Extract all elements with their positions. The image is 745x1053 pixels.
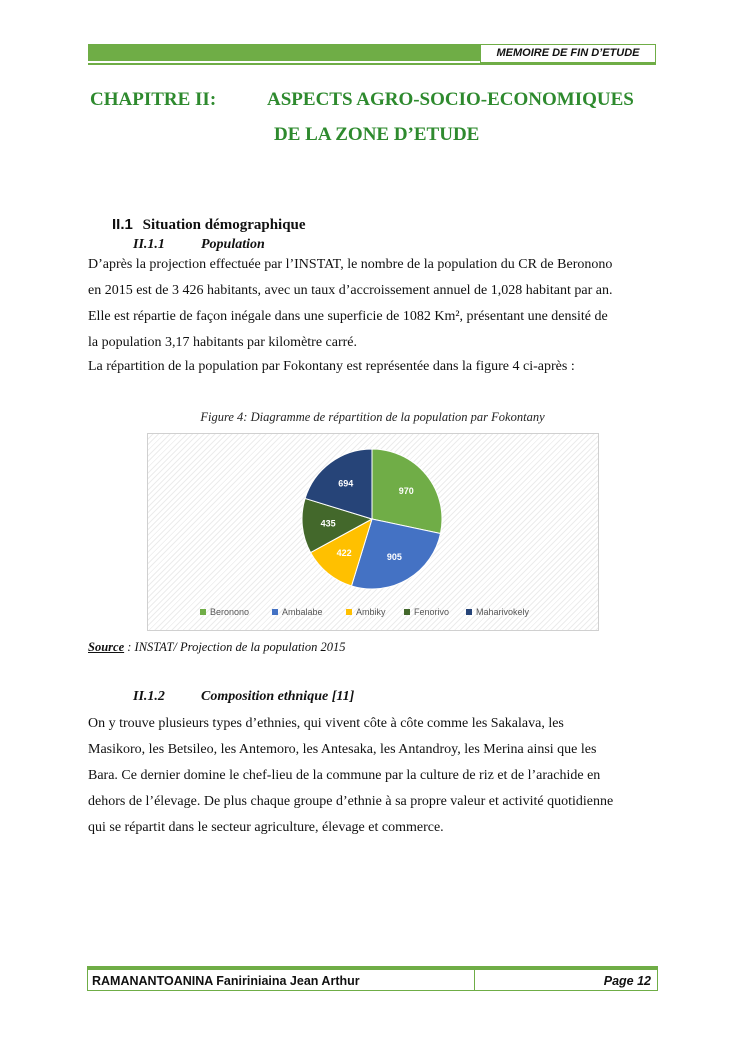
paragraph-line: Elle est répartie de façon inégale dans une superficie de 1082 Km², présentant une densité de <box>88 309 608 324</box>
source-label: Source <box>88 640 125 654</box>
pie-data-label-ambiky: 422 <box>336 548 352 559</box>
subsection-title: Composition ethnique [11] <box>201 689 355 704</box>
page-header <box>88 44 656 66</box>
footer-author: RAMANANTOANINA Faniriniaina Jean Arthur <box>87 969 475 991</box>
chart-container <box>147 433 599 631</box>
legend-label-maharivokely: Maharivokely <box>476 607 530 617</box>
subsection-number: II.1.1 <box>133 237 165 252</box>
paragraph-line: la population 3,17 habitants par kilomètre carré. <box>88 335 358 350</box>
section-heading <box>112 216 306 234</box>
chapter-number: CHAPITRE II: <box>90 89 217 110</box>
legend-label-beronono: Beronono <box>210 607 250 617</box>
subsection-number: II.1.2 <box>133 689 165 704</box>
footer-page-number: Page 12 <box>475 969 658 991</box>
source-text: : INSTAT/ Projection de la population 2015 <box>124 640 346 654</box>
paragraph-line: On y trouve plusieurs types d’ethnies, qui vivent côte à côte comme les Sakalava, les <box>88 716 564 731</box>
legend-label-ambiky: Ambiky <box>356 607 386 617</box>
population-paragraph <box>88 252 658 356</box>
legend-swatch-maharivokely <box>466 609 472 615</box>
pie-data-label-ambalabe: 905 <box>386 551 402 562</box>
legend-swatch-fenorivo <box>404 609 410 615</box>
legend-label-ambalabe: Ambalabe <box>282 607 323 617</box>
legend-swatch-beronono <box>200 609 206 615</box>
section-number: II.1 <box>112 216 133 233</box>
chapter-title-line2: DE LA ZONE D’ETUDE <box>274 124 480 145</box>
section-title: Situation démographique <box>142 217 306 233</box>
legend-swatch-ambalabe <box>272 609 278 615</box>
pie-data-label-fenorivo: 435 <box>320 518 336 529</box>
figure-source <box>88 640 346 655</box>
figure-caption: Figure 4: Diagramme de répartition de la population par Fokontany <box>200 410 545 424</box>
ethnic-paragraph <box>88 711 658 841</box>
subsection-title: Population <box>201 237 265 252</box>
page-footer <box>87 966 658 992</box>
figure-intro-line: La répartition de la population par Fokontany est représentée dans la figure 4 ci-après : <box>88 359 575 374</box>
legend-swatch-ambiky <box>346 609 352 615</box>
chapter-title-line1: ASPECTS AGRO-SOCIO-ECONOMIQUES <box>267 89 634 110</box>
legend-label-fenorivo: Fenorivo <box>414 607 450 617</box>
header-green-bar <box>88 44 480 61</box>
pie-data-label-beronono: 970 <box>398 486 414 497</box>
pie-data-label-maharivokely: 694 <box>338 478 354 489</box>
paragraph-line: en 2015 est de 3 426 habitants, avec un taux d’accroissement annuel de 1,028 habitant par an. <box>88 283 613 298</box>
paragraph-line: Bara. Ce dernier domine le chef-lieu de la commune par la culture de riz et de l’arachide en <box>88 768 601 783</box>
pie-chart <box>148 434 598 630</box>
paragraph-line: Masikoro, les Betsileo, les Antemoro, les Antesaka, les Antandroy, les Merina ainsi que les <box>88 742 597 757</box>
paragraph-line: qui se répartit dans le secteur agriculture, élevage et commerce. <box>88 820 444 835</box>
paragraph-line: D’après la projection effectuée par l’INSTAT, le nombre de la population du CR de Beronono <box>88 257 613 272</box>
paragraph-line: dehors de l’élevage. De plus chaque groupe d’ethnie à sa propre valeur et activité quotidienne <box>88 794 614 809</box>
subsection-heading-ethnic <box>133 689 355 705</box>
subsection-heading-population <box>133 237 265 253</box>
header-divider <box>88 63 656 65</box>
header-title: MEMOIRE DE FIN D’ETUDE <box>480 44 656 63</box>
